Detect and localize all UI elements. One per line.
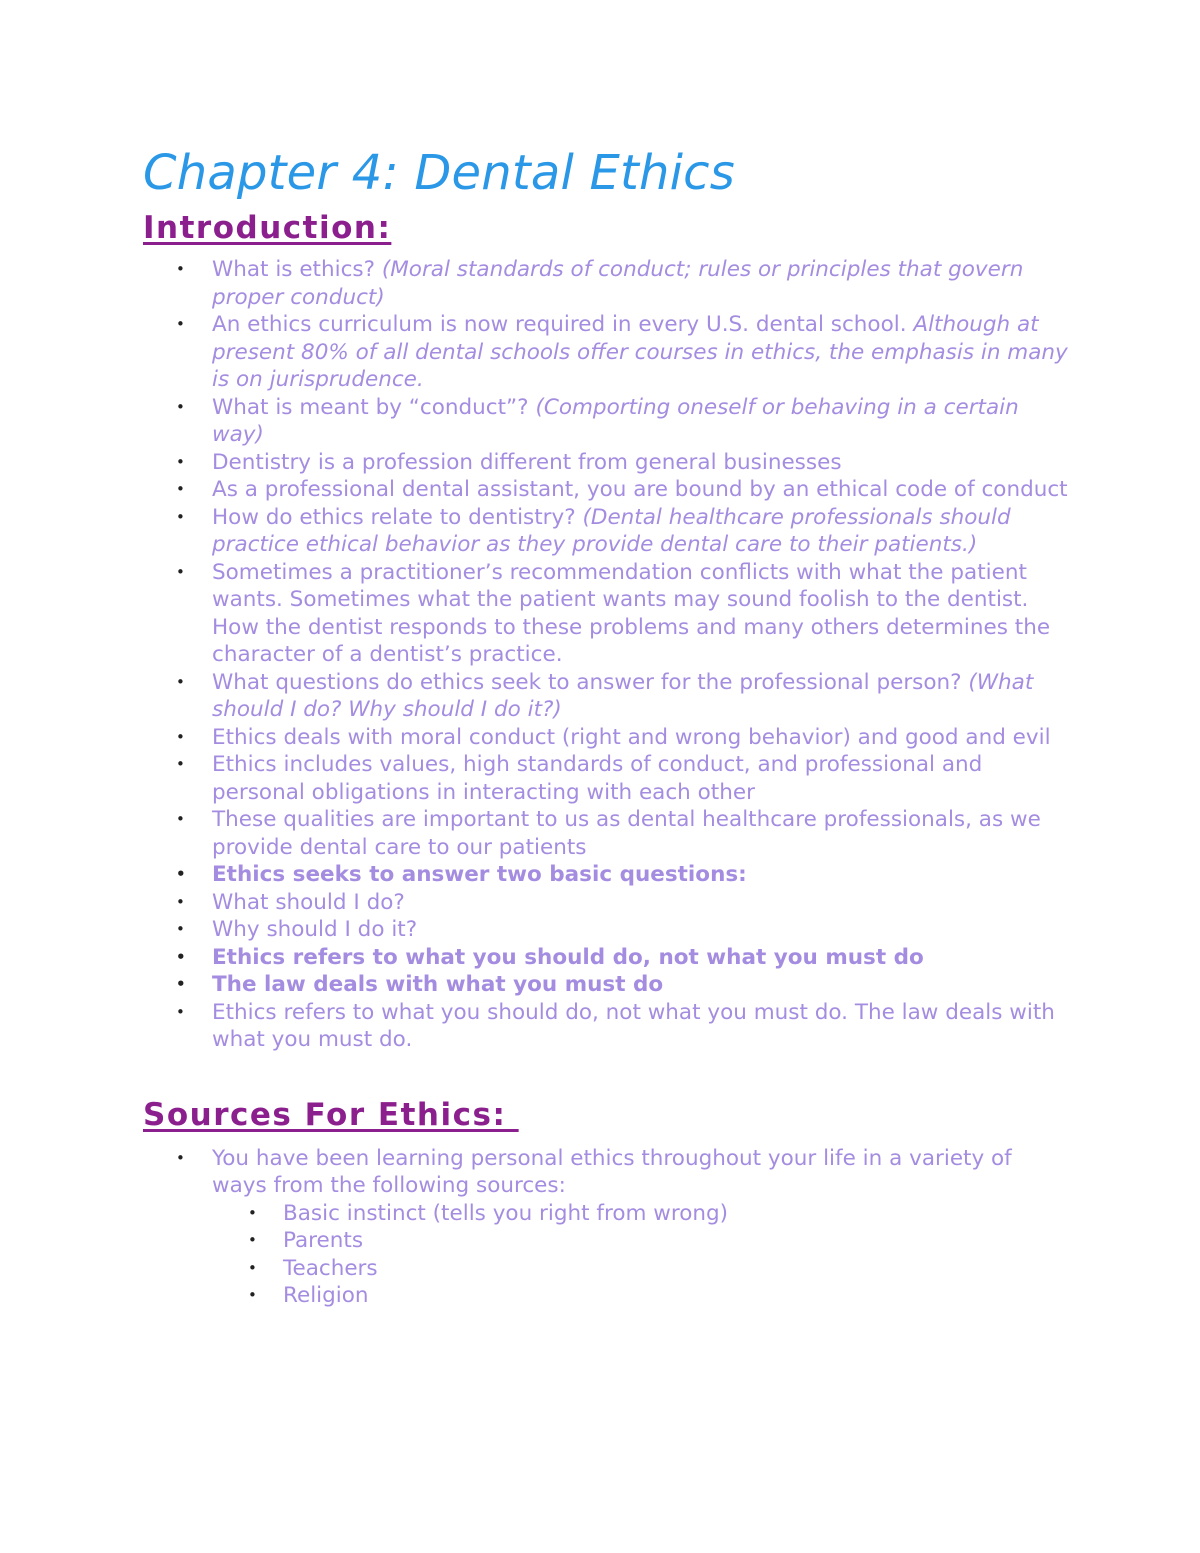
list-item: • As a professional dental assistant, you are bound by an ethical code of conduct (143, 476, 1073, 504)
list-item: • Dentistry is a profession different from general businesses (143, 449, 1073, 477)
list-item: • Ethics refers to what you should do, not what you must do. The law deals with what you must do. (143, 999, 1073, 1054)
introduction-list (143, 256, 1073, 1054)
list-item-bold: • The law deals with what you must do (143, 971, 1073, 999)
sub-list-item: • Teachers (212, 1255, 1073, 1283)
list-item: • You have been learning personal ethics throughout your life in a variety of ways from the following sources: • Basic instinct (tells you right from wrong) • Parents • Teachers • Religion (143, 1145, 1073, 1310)
list-item: • What is ethics? (Moral standards of conduct; rules or principles that govern proper conduct) (143, 256, 1073, 311)
list-item-bold: • Ethics refers to what you should do, not what you must do (143, 944, 1073, 972)
list-item: • Ethics deals with moral conduct (right and wrong behavior) and good and evil (143, 724, 1073, 752)
list-item: • What should I do? (143, 889, 1073, 917)
list-item: • Sometimes a practitioner’s recommendation conflicts with what the patient wants. Sometimes what the patient wants may sound foolish to the dentist. How the dentist responds to these problems and many others determines the character of a dentist’s practice. (143, 559, 1073, 669)
list-item: • An ethics curriculum is now required in every U.S. dental school. Although at present 80% of all dental schools offer courses in ethics, the emphasis in many is on jurisprudence. (143, 311, 1073, 394)
section-heading-introduction: Introduction: (143, 210, 392, 246)
sub-list-item: • Parents (212, 1227, 1073, 1255)
sources-list (143, 1145, 1073, 1310)
sub-list-item: • Basic instinct (tells you right from wrong) (212, 1200, 1073, 1228)
list-item: • Ethics includes values, high standards of conduct, and professional and personal obligations in interacting with each other (143, 751, 1073, 806)
list-item-bold: • Ethics seeks to answer two basic questions: (143, 861, 1073, 889)
sub-list-item: • Religion (212, 1282, 1073, 1310)
list-item: • Why should I do it? (143, 916, 1073, 944)
document-page (143, 140, 1073, 1310)
document-title: Chapter 4: Dental Ethics (143, 145, 735, 201)
section-heading-sources-for-ethics: Sources For Ethics: (143, 1096, 519, 1133)
list-item: • What questions do ethics seek to answer for the professional person? (What should I do? Why should I do it?) (143, 669, 1073, 724)
list-item: • These qualities are important to us as dental healthcare professionals, as we provide dental care to our patients (143, 806, 1073, 861)
list-item: • How do ethics relate to dentistry? (Dental healthcare professionals should practice ethical behavior as they provide dental care to their patients.) (143, 504, 1073, 559)
sources-sublist (212, 1200, 1073, 1310)
list-item: • What is meant by “conduct”? (Comporting oneself or behaving in a certain way) (143, 394, 1073, 449)
